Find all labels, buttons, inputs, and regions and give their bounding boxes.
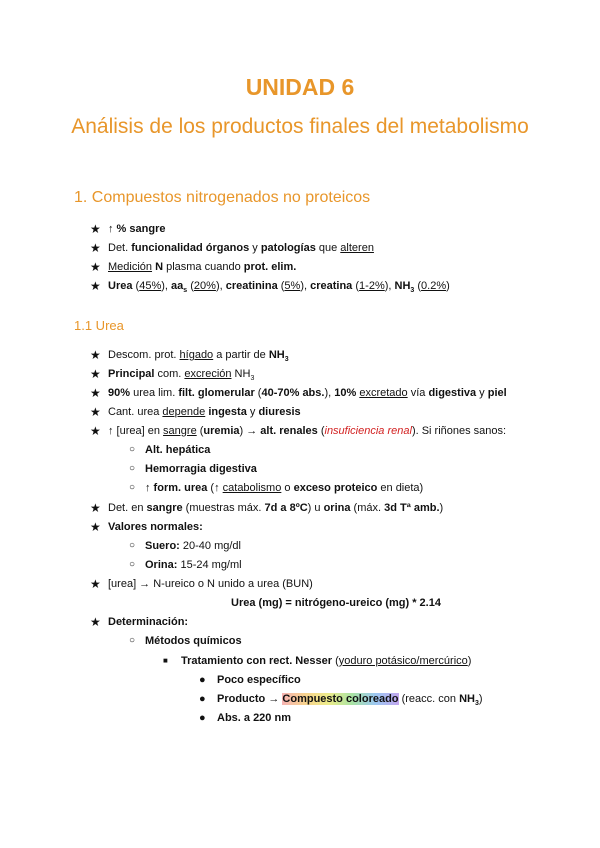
section-heading-1-1: 1.1 Urea — [74, 318, 124, 333]
list-item: Determinación: — [108, 616, 189, 628]
list-item: Abs. a 220 nm — [217, 712, 291, 724]
list-item: ↑ % sangre — [108, 223, 166, 235]
list-item: Alt. hepática — [145, 444, 211, 456]
star-bullet: ★ — [90, 348, 101, 362]
star-bullet: ★ — [90, 241, 101, 255]
star-bullet: ★ — [90, 615, 101, 629]
section-heading-1: 1. Compuestos nitrogenados no proteicos — [74, 189, 371, 206]
list-item: Tratamiento con rect. Nesser (yoduro potásico/mercúrico) — [181, 655, 472, 667]
list-item: Det. funcionalidad órganos y patologías que alteren — [108, 242, 374, 254]
list-item: Det. en sangre (muestras máx. 7d a 8ºC) u orina (máx. 3d Tª amb.) — [108, 502, 444, 514]
list-item: Cant. urea depende ingesta y diuresis — [108, 406, 301, 418]
star-bullet: ★ — [90, 260, 101, 274]
star-bullet: ★ — [90, 405, 101, 419]
list-item: Poco específico — [217, 674, 301, 686]
list-item: Hemorragia digestiva — [145, 463, 257, 475]
list-item: Producto → Compuesto coloreado (reacc. con $NH_3$) — [217, 693, 483, 708]
dot-bullet: ● — [199, 712, 206, 724]
list-item: ↑ form. urea (↑ catabolismo o exceso proteico en dieta) — [145, 482, 424, 494]
list-item: Descom. prot. hígado a partir de $NH_3$ — [108, 349, 289, 364]
list-item: ↑ [urea] en sangre (uremia) → alt. renales (insuficiencia renal). Si riñones sanos: — [108, 425, 507, 437]
list-item: [urea] → N-ureico o N unido a urea (BUN) — [108, 578, 313, 590]
dot-bullet: ● — [199, 693, 206, 705]
star-bullet: ★ — [90, 279, 101, 293]
formula: Urea (mg) = nitrógeno-ureico (mg) * 2.14 — [231, 597, 441, 609]
star-bullet: ★ — [90, 424, 101, 438]
unit-title: UNIDAD 6 — [245, 74, 355, 100]
star-bullet: ★ — [90, 520, 101, 534]
star-bullet: ★ — [90, 577, 101, 591]
circle-bullet: ○ — [129, 463, 136, 474]
circle-bullet: ○ — [129, 559, 136, 570]
list-item: Valores normales: — [108, 521, 203, 533]
highlighted-text: Compuesto coloreado — [282, 693, 399, 705]
unit-subtitle: Análisis de los productos finales del metabolismo — [71, 115, 529, 138]
list-item: 90% urea lim. filt. glomerular (40-70% abs.), 10% excretado vía digestiva y piel — [108, 387, 507, 399]
circle-bullet: ○ — [129, 540, 136, 551]
circle-bullet: ○ — [129, 635, 136, 646]
square-bullet: ■ — [163, 656, 168, 665]
list-item: Urea (45%), $aa_s$ (20%), creatinina (5%), creatina (1-2%), $NH_3$ (0.2%) — [108, 280, 450, 295]
circle-bullet: ○ — [129, 444, 136, 455]
list-item: Orina: 15-24 mg/ml — [145, 559, 242, 571]
star-bullet: ★ — [90, 386, 101, 400]
list-item: Medición N plasma cuando prot. elim. — [108, 261, 297, 273]
star-bullet: ★ — [90, 367, 101, 381]
list-item: Principal com. excreción $NH_3$ — [108, 368, 255, 383]
list-item: Métodos químicos — [145, 635, 242, 647]
dot-bullet: ● — [199, 674, 206, 686]
star-bullet: ★ — [90, 501, 101, 515]
list-item: Suero: 20-40 mg/dl — [145, 540, 241, 552]
star-bullet: ★ — [90, 222, 101, 236]
circle-bullet: ○ — [129, 482, 136, 493]
